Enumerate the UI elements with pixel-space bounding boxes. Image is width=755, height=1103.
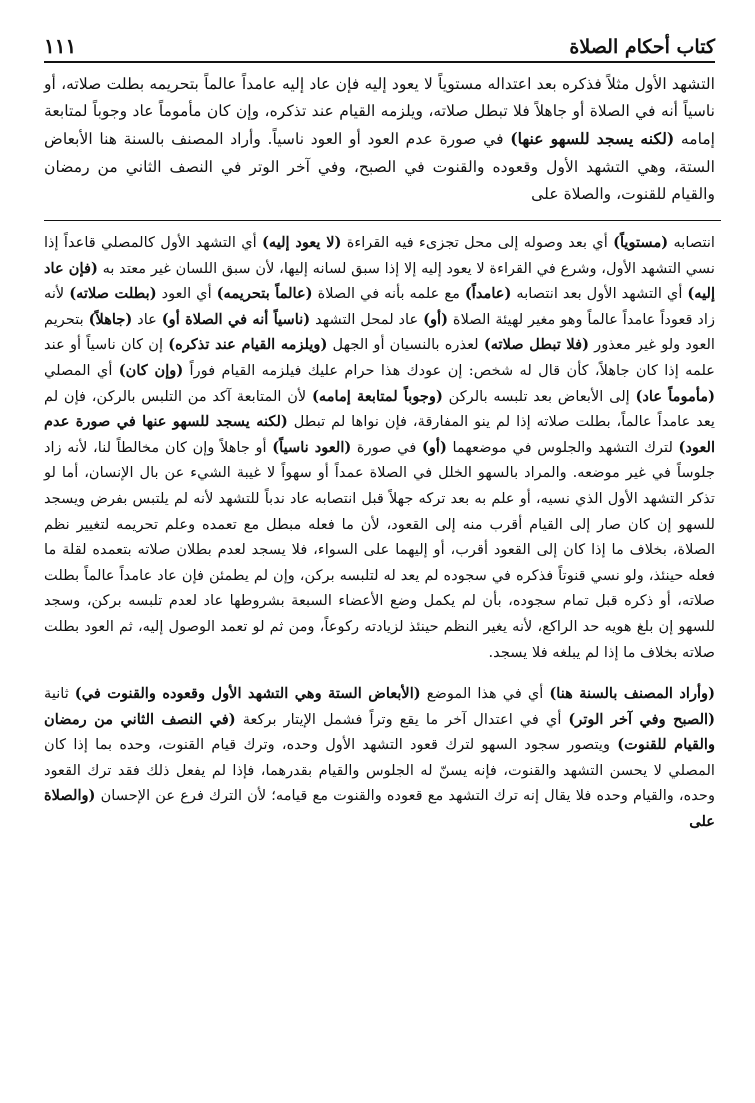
quoted-matn: (لكنه يسجد للسهو عنها في صورة عدم العود) bbox=[44, 413, 716, 456]
commentary-paragraph-2 bbox=[44, 681, 715, 835]
main-text-emphasis: (لكنه يسجد للسهو عنها) bbox=[510, 129, 675, 149]
commentary-text: ويتصور سجود السهو لترك قعود التشهد الأول وحده، وترك قيام القنوت، وحده بما إذا كان المصلي لا يحسن التشهد والقنوت، فإنه يسنّ له الجلوس والقيام بقدرهما، فإذا لم يفعل ذلك فقد ترك القعود وحده، والقيام وحده فلا يقال إنه ترك التشهد مع قعوده والقنوت مع قيامه؛ لأن الترك فرع عن الإحسان bbox=[44, 736, 715, 805]
quoted-matn: (العود ناسياً) bbox=[272, 438, 352, 456]
commentary-text: أي التشهد الأول كالمصلي قاعداً إذا نسي التشهد الأول، وشرع في القراءة لا يعود إليه إلا إذا سبق لسانه إليها، لأن سبق اللسان غير معتد به bbox=[44, 234, 715, 277]
quoted-matn: (الأبعاض الستة وهي التشهد الأول وقعوده والقنوت في) bbox=[74, 685, 421, 703]
commentary-text: إلى الأبعاض بعد تلبسه بالركن bbox=[442, 387, 636, 405]
quoted-matn: (جاهلاً) bbox=[88, 310, 133, 328]
main-text-segment: في صورة عدم العود أو العود ناسياً. وأراد المصنف بالسنة هنا الأبعاض الستة، وهي التشهد الأول وقعوده والقنوت في الصبح، وفي آخر الوتر في النصف الثاني من رمضان والقيام للقنوت، والصلاة على bbox=[44, 130, 715, 203]
main-text-segment: التشهد الأول مثلاً فذكره بعد اعتداله مستوياً لا يعود إليه فإن عاد إليه عامداً عالماً بتحريمه بطلت صلاته، أو ناسياً أنه في الصلاة أو جاهلاً فلا تبطل صلاته، ويلزمه القيام عند تذكره، وإن كان مأموماً عاد وجوباً لمتابعة إمامه bbox=[44, 75, 716, 149]
quoted-matn: (فإن عاد إليه) bbox=[44, 259, 716, 303]
quoted-matn: (بطلت صلاته) bbox=[69, 285, 157, 303]
quoted-matn: (ناسياً أنه في الصلاة أو) bbox=[161, 310, 311, 328]
quoted-matn: (أو) bbox=[421, 438, 447, 456]
commentary-text: عاد bbox=[132, 310, 162, 328]
quoted-matn: (فلا تبطل صلاته) bbox=[483, 336, 589, 354]
commentary-text: لأن المتابعة آكد من التلبس بالركن، فإن لم يعد عامداً عالماً، بطلت صلاته إذا لم ينو المفارقة، فإن نواها لم تبطل bbox=[44, 387, 715, 431]
commentary-text: أي في هذا الموضع bbox=[420, 685, 550, 703]
quoted-matn: (والصلاة على bbox=[44, 787, 715, 831]
quoted-matn: (ويلزمه القيام عند تذكره) bbox=[168, 336, 328, 354]
quoted-matn: (وإن كان) bbox=[118, 361, 184, 379]
commentary-text: أي في اعتدال آخر ما يقع وتراً فشمل الإيتار بركعة bbox=[235, 710, 569, 728]
quoted-matn: (لا يعود إليه) bbox=[261, 234, 342, 252]
page-number: ١١١ bbox=[44, 34, 77, 58]
quoted-matn: (مأموماً عاد) bbox=[635, 387, 715, 405]
quoted-matn: (عامداً) bbox=[464, 285, 512, 303]
book-title: كتاب أحكام الصلاة bbox=[569, 36, 715, 58]
main-text bbox=[44, 71, 715, 208]
quoted-matn: (في النصف الثاني من رمضان والقيام للقنوت) bbox=[44, 710, 715, 754]
quoted-matn: (مستوياً) bbox=[613, 234, 669, 252]
commentary-text: إن كان ناسياً أو عند علمه إذا كان جاهلاً، كأن قال له شخص: إن عودك هذا حرام عليك فيلزمه القيام فوراً bbox=[44, 336, 715, 379]
quoted-matn: (وجوباً لمتابعة إمامه) bbox=[312, 387, 443, 405]
commentary-text: أي العود bbox=[156, 285, 217, 303]
quoted-matn: (أو) bbox=[423, 310, 449, 328]
page-header bbox=[44, 28, 715, 63]
commentary-text: لعذره بالنسيان أو الجهل bbox=[327, 336, 484, 354]
commentary-text: لأنه زاد قعوداً عامداً عالماً وهو مغير لهيئة الصلاة bbox=[44, 285, 715, 328]
commentary-text: أي بعد وصوله إلى محل تجزىء فيه القراءة bbox=[341, 234, 614, 252]
quoted-matn: (الصبح وفي آخر الوتر) bbox=[568, 710, 715, 728]
commentary-text: لترك التشهد والجلوس في موضعهما bbox=[446, 438, 679, 456]
commentary-text: ثانية bbox=[44, 685, 75, 703]
commentary-text: أي التشهد الأول بعد انتصابه bbox=[511, 285, 688, 303]
commentary bbox=[44, 230, 715, 835]
main-paragraph bbox=[44, 71, 715, 208]
commentary-text: عاد لمحل التشهد bbox=[310, 310, 424, 328]
quoted-matn: (وأراد المصنف بالسنة هنا) bbox=[549, 685, 716, 703]
commentary-paragraph-1 bbox=[44, 230, 715, 665]
quoted-matn: (عالماً بتحريمه) bbox=[216, 285, 313, 303]
footnote-divider bbox=[44, 220, 721, 221]
commentary-text: بتحريم العود ولو غير معذور bbox=[44, 310, 715, 354]
commentary-text: أو جاهلاً وإن كان مخالطاً لنا، لأنه زاد جلوساً في غير موضعه. والمراد بالسهو الخلل في الصلاة عمداً أو سهواً لا غيبة الشيء عن بال الإنسان، أما لو تذكر التشهد الأول الذي نسيه، أو علم به بعد تركه جهلاً قبل انتصابه عاد ندباً للتشهد لأنه لم يلتبس بفرض ويسجد للسهو إن كان صار إلى القيام أقرب منه إلى القعود، لأن ما فعله مبطل مع تعمده وعلم تحريمه لتغيير نظم الصلاة، بخلاف ما إذا كان إلى القعود أقرب، أو إليهما على السواء، فلا يسجد لعدم بطلان صلاته بتعمده لقلة ما فعله حينئذ، ولو نسي قنوتاً فذكره في سجوده لم يعد له لتلبسه بركن، وإن لم يطمئن فإن عاد عامداً عالماً بطلت صلاته، أو ذكره قبل تمام سجوده، بأن لم يكمل وضع الأعضاء السبعة بشروطها عاد لعدم تلبسه بركن، وسجد للسهو إن بلغ هويه حد الراكع، لأنه يغير النظم حينئذ لزيادته ركوعاً، ومن ثم لو تعمد الوصول إليه، ثم العود بطلت صلاته بخلاف ما إذا لم يبلغه فلا يسجد. bbox=[44, 438, 715, 661]
commentary-text: مع علمه بأنه في الصلاة bbox=[312, 285, 465, 303]
commentary-text: أي المصلي bbox=[44, 361, 119, 379]
commentary-text: في صورة bbox=[351, 438, 422, 456]
commentary-text: انتصابه bbox=[668, 234, 715, 252]
